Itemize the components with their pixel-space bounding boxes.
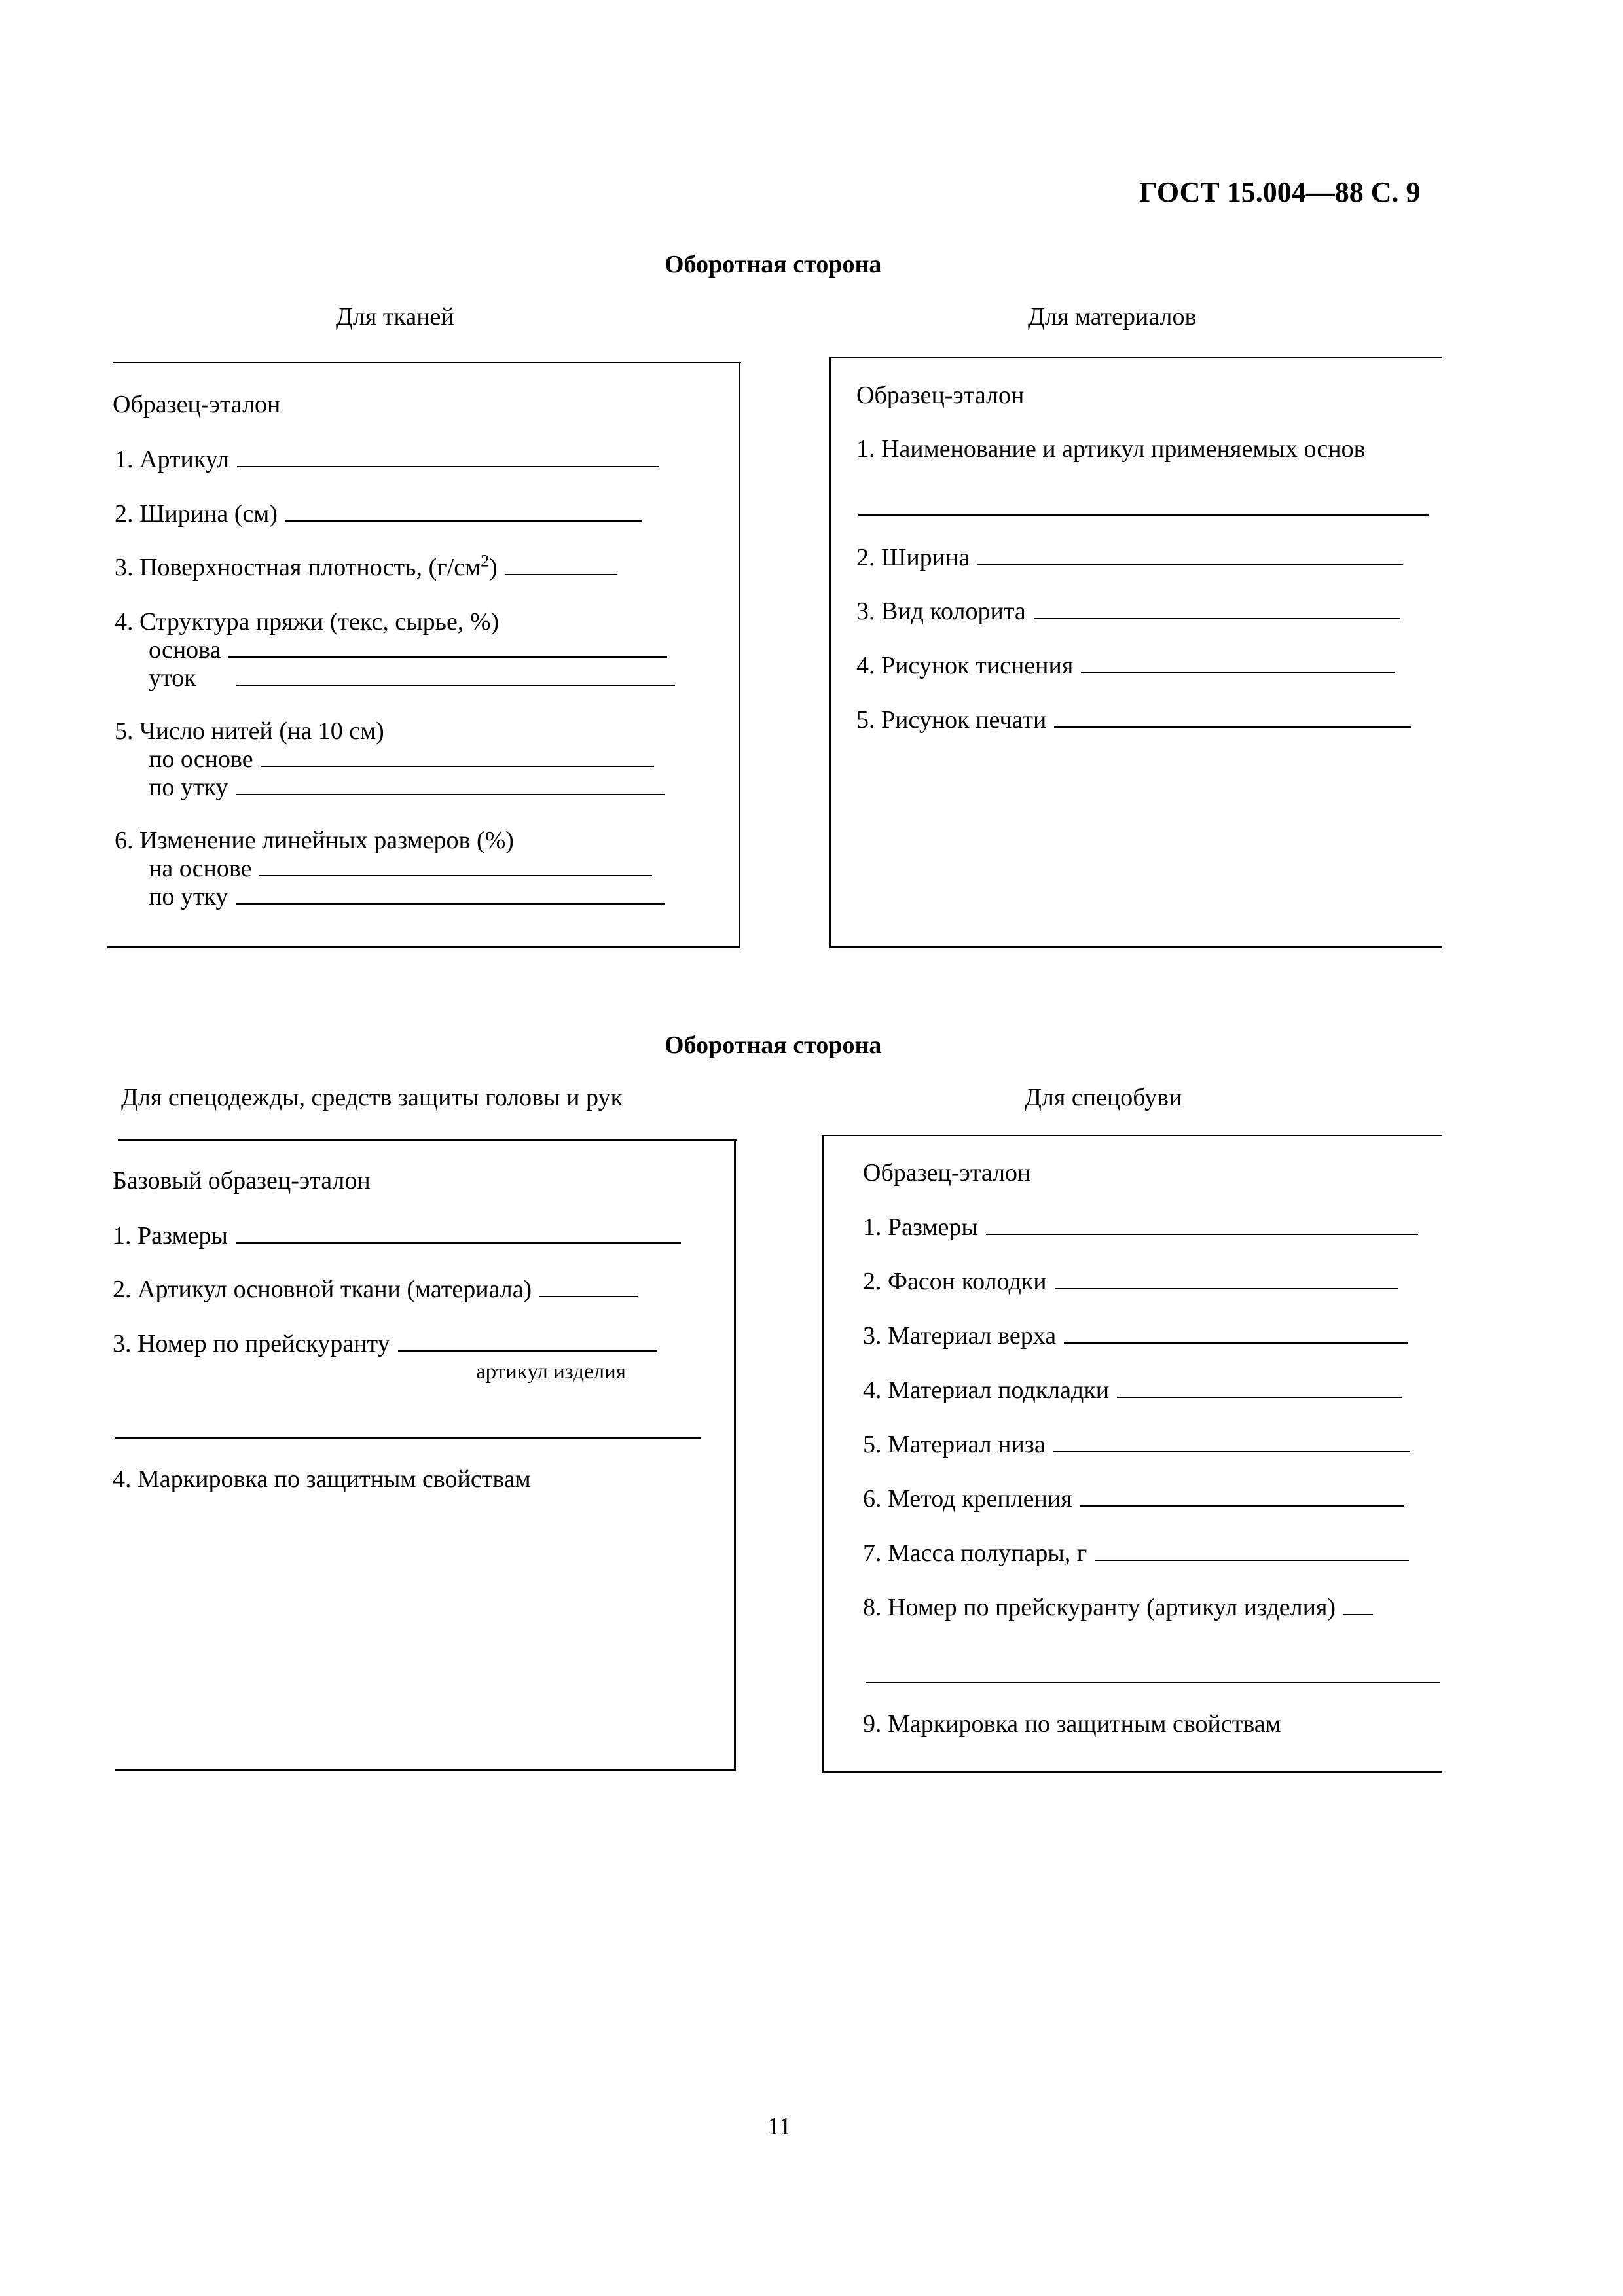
sole-blank[interactable] [1053,1431,1410,1452]
card1-right-border [739,362,740,948]
fastening-blank[interactable] [1080,1486,1404,1507]
section2-title: Оборотная сторона [665,1031,882,1059]
card1-item-density: 3. Поверхностная плотность, $(г/см^2)$ [115,553,617,582]
card3-extra-blank[interactable] [115,1437,701,1439]
card1-item-yarn-warp: основа [149,636,667,664]
card3-item-sizes: 1. Размеры [113,1221,681,1250]
card1-item-shrink-warp: на основе [149,854,652,883]
card2-item-print: 5. Рисунок печати [856,706,1411,734]
section1-right-caption: Для материалов [1028,303,1197,331]
weft-blank[interactable] [236,665,675,686]
card3-right-border [734,1139,736,1771]
threads-weft-blank[interactable] [236,774,665,795]
card1-item-threads: 5. Число нитей (на 10 см) [115,717,384,745]
card4-top-border [823,1135,1442,1136]
price-blank[interactable] [398,1331,657,1352]
card2-item-width: 2. Ширина [856,543,1403,572]
sizes-blank[interactable] [236,1223,681,1244]
card4-heading: Образец-эталон [863,1159,1031,1187]
card2-item-emboss: 4. Рисунок тиснения [856,651,1395,680]
warp-blank[interactable] [228,637,667,658]
article-blank[interactable] [237,446,659,467]
shrink-warp-blank[interactable] [259,855,652,876]
card1-item-threads-weft: по утку [149,773,665,802]
card3-item-price: 3. Номер по прейскуранту [113,1329,657,1358]
section1-left-caption: Для тканей [336,303,454,331]
card1-item-shrink: 6. Изменение линейных размеров (%) [115,827,514,854]
lining-blank[interactable] [1117,1377,1402,1398]
card4-left-border [822,1135,824,1772]
card4-item-upper: 3. Материал верха [863,1321,1408,1350]
card3-item-price-note: артикул изделия [476,1360,626,1384]
width-blank[interactable] [285,501,642,522]
section2-left-caption: Для спецодежды, средств защиты головы и рук [121,1084,623,1111]
card1-item-threads-warp: по основе [149,745,654,774]
shoe-price-blank[interactable] [1343,1594,1373,1615]
card3-item-fabric: 2. Артикул основной ткани (материала) [113,1275,638,1304]
card2-item-name: 1. Наименование и артикул применяемых основ [856,435,1366,463]
print-blank[interactable] [1054,707,1411,728]
card2-bottom-border [829,946,1442,948]
threads-warp-blank[interactable] [261,746,654,767]
card1-item-yarn: 4. Структура пряжи (текс, сырье, %) [115,608,500,636]
page-number: 11 [767,2113,792,2140]
last-blank[interactable] [1055,1268,1398,1289]
card3-item-marking: 4. Маркировка по защитным свойствам [113,1465,531,1493]
color-blank[interactable] [1034,598,1400,619]
card4-item-fastening: 6. Метод крепления [863,1484,1404,1513]
card3-heading: Базовый образец-эталон [113,1167,371,1194]
document-header: ГОСТ 15.004—88 С. 9 [1139,176,1421,208]
card1-heading: Образец-эталон [113,391,281,418]
shoe-sizes-blank[interactable] [986,1214,1418,1235]
card1-item-yarn-weft: уток [149,664,675,692]
card2-name-blank[interactable] [858,514,1429,516]
fabric-blank[interactable] [539,1276,638,1297]
mass-blank[interactable] [1095,1540,1409,1561]
card4-item-sole: 5. Материал низа [863,1430,1410,1459]
card2-left-border [829,357,831,948]
card4-item-mass: 7. Масса полупары, г [863,1539,1409,1568]
upper-blank[interactable] [1064,1323,1408,1344]
card3-bottom-border [115,1769,736,1771]
card2-heading: Образец-эталон [856,382,1025,409]
materials-width-blank[interactable] [977,545,1403,565]
section2-right-caption: Для спецобуви [1025,1084,1182,1111]
section1-title: Оборотная сторона [665,251,882,278]
card2-item-color: 3. Вид колорита [856,597,1400,626]
card4-extra-blank[interactable] [866,1682,1440,1683]
card4-item-marking: 9. Маркировка по защитным свойствам [863,1710,1281,1738]
card4-item-lining: 4. Материал подкладки [863,1376,1402,1405]
card4-item-price: 8. Номер по прейскуранту (артикул изделия) [863,1593,1373,1622]
shrink-weft-blank[interactable] [236,884,665,905]
card1-item-shrink-weft: по утку [149,882,665,911]
card1-item-article: 1. Артикул [115,445,659,474]
emboss-blank[interactable] [1081,653,1395,673]
card2-top-border [830,357,1442,358]
card4-item-sizes: 1. Размеры [863,1213,1418,1242]
card3-top-border [118,1139,737,1141]
card1-item-width: 2. Ширина (см) [115,499,642,528]
card4-item-last: 2. Фасон колодки [863,1267,1398,1296]
card1-bottom-border [107,946,740,948]
card1-top-border [113,362,741,363]
card4-bottom-border [822,1771,1442,1773]
density-blank[interactable] [505,554,617,575]
